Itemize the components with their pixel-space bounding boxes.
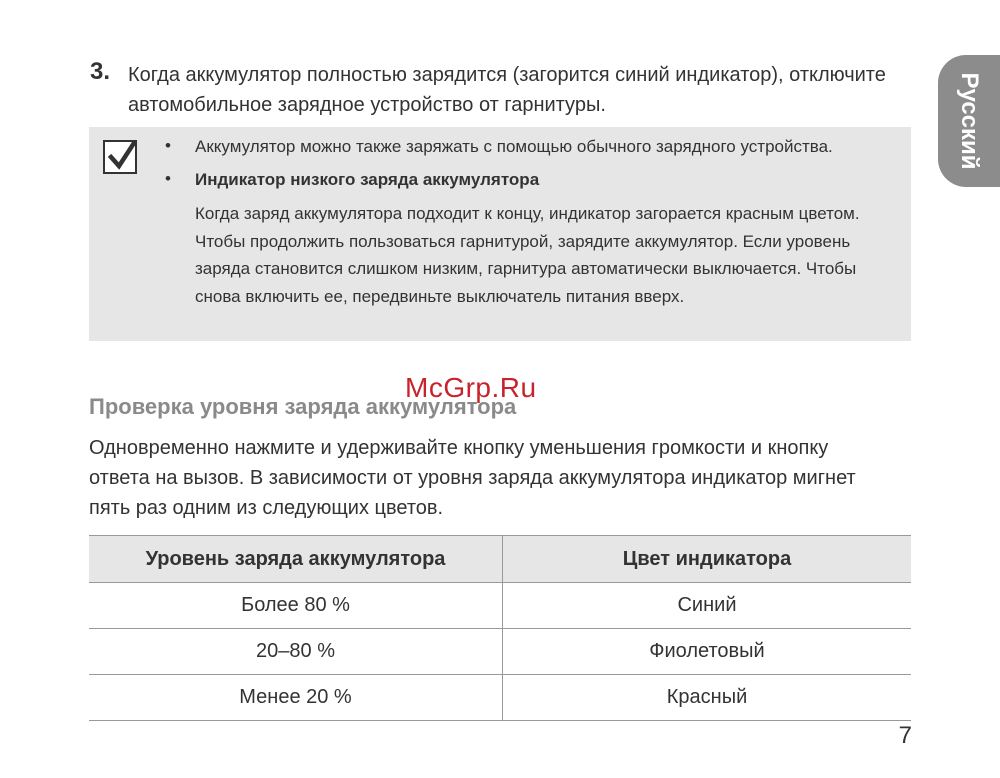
step-number: 3.	[90, 58, 111, 85]
note-bullet-2-text: Когда заряд аккумулятора подходит к концу, индикатор загорается красным цветом. Чтобы продолжить пользоваться гарнитурой, зарядите аккумулятор. Если уровень заряда становится слишком низким, гарнитура автоматически выключается. Чтобы снова включить ее, передвиньте выключатель питания вверх.	[195, 204, 860, 306]
table-row	[89, 583, 911, 629]
language-tab	[938, 55, 1000, 187]
note-bullet-1: Аккумулятор можно также заряжать с помощью обычного зарядного устройства.	[195, 137, 833, 156]
note-box	[89, 127, 911, 341]
page-number: 7	[898, 722, 912, 749]
table-cell-level: Менее 20 %	[89, 675, 503, 721]
section-text: Одновременно нажмите и удерживайте кнопку уменьшения громкости и кнопку ответа на вызов. В зависимости от уровня заряда аккумулятора индикатор мигнет пять раз одним из следующих цветов.	[89, 437, 856, 519]
table-header-level: Уровень заряда аккумулятора	[89, 536, 503, 583]
table-cell-color: Синий	[503, 583, 912, 629]
bullet-icon: •	[165, 136, 171, 155]
table-header-color: Цвет индикатора	[503, 536, 912, 583]
battery-level-table	[89, 535, 911, 721]
step-text: Когда аккумулятор полностью зарядится (загорится синий индикатор), отключите автомобильное зарядное устройство от гарнитуры.	[128, 64, 886, 116]
section-title: Проверка уровня заряда аккумулятора	[89, 394, 517, 419]
table-cell-level: Более 80 %	[89, 583, 503, 629]
table-row	[89, 629, 911, 675]
bullet-icon: •	[165, 169, 171, 188]
checkbox-icon	[103, 140, 137, 174]
note-bullet-2-title: Индикатор низкого заряда аккумулятора	[195, 170, 540, 189]
table-header-row	[89, 536, 911, 583]
watermark: McGrp.Ru	[405, 372, 537, 403]
table-cell-color: Красный	[503, 675, 912, 721]
table-row	[89, 675, 911, 721]
table-cell-level: 20–80 %	[89, 629, 503, 675]
language-tab-label: Русский	[956, 72, 983, 170]
table-cell-color: Фиолетовый	[503, 629, 912, 675]
